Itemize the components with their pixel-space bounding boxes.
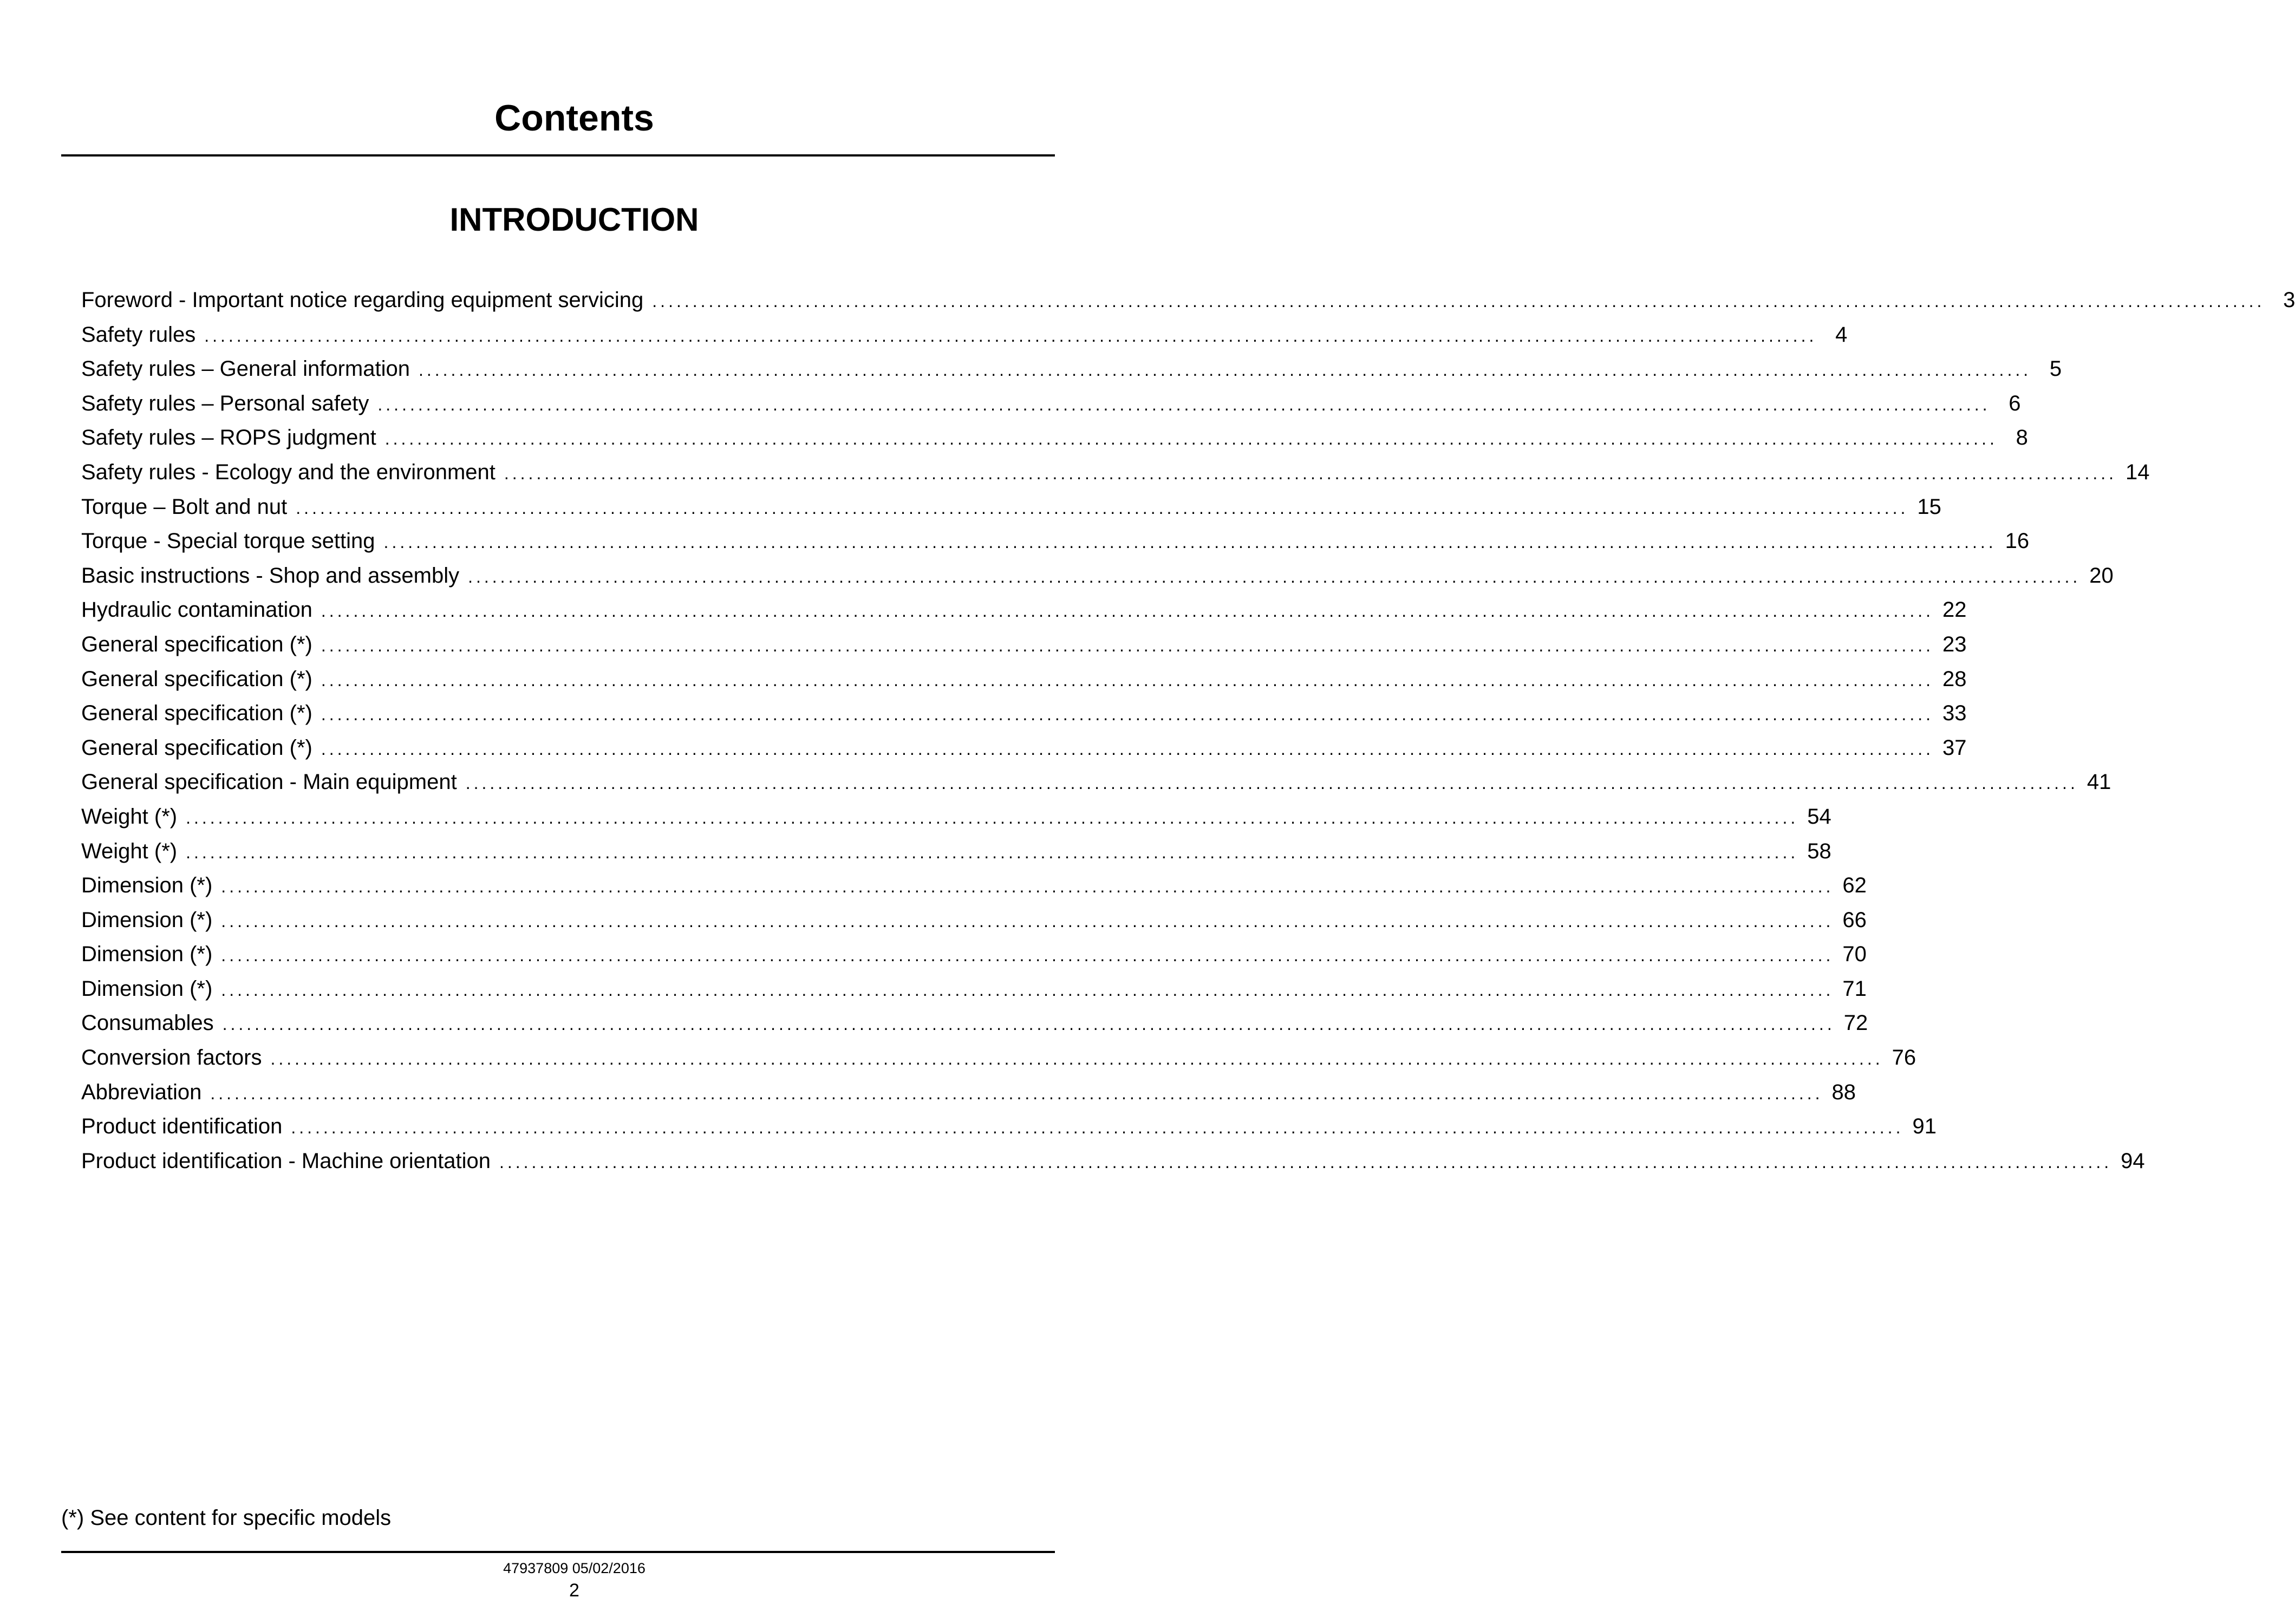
toc-entry-title: General specification (*) bbox=[81, 701, 312, 726]
toc-entry-title: Dimension (*) bbox=[81, 873, 213, 898]
toc-entry-title: Foreword - Important notice regarding equipment servicing bbox=[81, 288, 644, 312]
toc-entry-title: Safety rules – General information bbox=[81, 357, 410, 381]
toc-entry-page: 71 bbox=[1842, 976, 1867, 1001]
toc-dot-leader: ........................................................................................................................................................................................................ bbox=[418, 360, 2032, 380]
header-divider bbox=[61, 154, 1055, 156]
toc-entry-page: 62 bbox=[1842, 873, 1867, 898]
toc-dot-leader: ........................................................................................................................................................................................................ bbox=[377, 394, 1991, 414]
toc-dot-leader: ........................................................................................................................................................................................................ bbox=[321, 635, 1934, 655]
toc-entry-page: 37 bbox=[1942, 735, 1967, 760]
toc-dot-leader: ........................................................................................................................................................................................................ bbox=[468, 566, 2081, 586]
toc-dot-leader: ........................................................................................................................................................................................................ bbox=[383, 532, 1997, 552]
toc-entry-title: General specification (*) bbox=[81, 632, 312, 656]
page-title: Contents bbox=[494, 97, 654, 139]
toc-entry-page: 41 bbox=[2087, 770, 2111, 794]
toc-entry-page: 70 bbox=[1842, 942, 1867, 967]
toc-entry-page: 23 bbox=[1942, 632, 1967, 656]
section-title: INTRODUCTION bbox=[449, 201, 699, 238]
toc-entry-page: 72 bbox=[1843, 1011, 1868, 1035]
toc-entry[interactable] bbox=[81, 595, 1967, 629]
toc-dot-leader: ........................................................................................................................................................................................................ bbox=[270, 1049, 1883, 1069]
toc-entry[interactable] bbox=[81, 1111, 1937, 1146]
toc-entry-title: Dimension (*) bbox=[81, 942, 213, 967]
toc-entry[interactable] bbox=[81, 733, 1967, 767]
toc-entry-page: 58 bbox=[1807, 839, 1831, 863]
toc-entry-page: 15 bbox=[1917, 494, 1941, 519]
toc-entry-page: 94 bbox=[2121, 1149, 2145, 1173]
toc-entry[interactable] bbox=[81, 801, 1831, 836]
toc-entry[interactable] bbox=[81, 1008, 1868, 1042]
toc-entry[interactable] bbox=[81, 974, 1867, 1008]
toc-entry-title: Dimension (*) bbox=[81, 908, 213, 932]
toc-dot-leader: ........................................................................................................................................................................................................ bbox=[291, 1118, 1904, 1138]
toc-entry-title: Consumables bbox=[81, 1011, 214, 1035]
toc-entry[interactable] bbox=[81, 905, 1867, 940]
toc-entry[interactable] bbox=[81, 767, 2111, 801]
toc-entry-title: General specification (*) bbox=[81, 667, 312, 691]
toc-dot-leader: ........................................................................................................................................................................................................ bbox=[499, 1152, 2113, 1172]
toc-entry-page: 88 bbox=[1831, 1080, 1856, 1104]
toc-dot-leader: ........................................................................................................................................................................................................ bbox=[222, 1014, 1835, 1034]
toc-entry-page: 20 bbox=[2089, 563, 2114, 588]
toc-entry[interactable] bbox=[81, 285, 2295, 319]
toc-dot-leader: ........................................................................................................................................................................................................ bbox=[221, 980, 1834, 1000]
toc-entry-title: Abbreviation bbox=[81, 1080, 202, 1104]
toc-entry-page: 22 bbox=[1942, 598, 1967, 622]
toc-entry-title: Torque - Special torque setting bbox=[81, 529, 375, 553]
toc-entry[interactable] bbox=[81, 698, 1967, 733]
toc-entry[interactable] bbox=[81, 388, 2021, 423]
toc-entry[interactable] bbox=[81, 492, 1941, 526]
toc-entry[interactable] bbox=[81, 526, 2030, 560]
toc-entry-title: Product identification - Machine orientation bbox=[81, 1149, 491, 1173]
toc-entry-title: Conversion factors bbox=[81, 1046, 262, 1070]
toc-dot-leader: ........................................................................................................................................................................................................ bbox=[221, 945, 1834, 966]
toc-entry-title: Safety rules - Ecology and the environment bbox=[81, 460, 495, 484]
toc-entry[interactable] bbox=[81, 354, 2062, 388]
toc-dot-leader: ........................................................................................................................................................................................................ bbox=[210, 1083, 1823, 1103]
toc-dot-leader: ........................................................................................................................................................................................................ bbox=[321, 739, 1934, 759]
toc-dot-leader: ........................................................................................................................................................................................................ bbox=[321, 705, 1934, 725]
toc-dot-leader: ........................................................................................................................................................................................................ bbox=[186, 842, 1799, 862]
toc-entry-title: Basic instructions - Shop and assembly bbox=[81, 563, 460, 588]
toc-dot-leader: ........................................................................................................................................................................................................ bbox=[652, 291, 2265, 311]
toc-entry[interactable] bbox=[81, 870, 1867, 905]
toc-entry[interactable] bbox=[81, 664, 1967, 699]
table-of-contents bbox=[81, 285, 2295, 1180]
toc-entry-page: 76 bbox=[1892, 1046, 1916, 1070]
toc-entry[interactable] bbox=[81, 319, 1848, 354]
toc-entry-page: 33 bbox=[1942, 701, 1967, 726]
toc-entry-title: Weight (*) bbox=[81, 804, 178, 829]
toc-entry[interactable] bbox=[81, 1042, 1916, 1077]
toc-entry-page: 3 bbox=[2283, 288, 2295, 312]
toc-dot-leader: ........................................................................................................................................................................................................ bbox=[221, 911, 1834, 931]
toc-entry-page: 4 bbox=[1835, 322, 1848, 347]
toc-entry[interactable] bbox=[81, 939, 1867, 974]
toc-entry-title: Safety rules – ROPS judgment bbox=[81, 426, 376, 450]
toc-entry-page: 54 bbox=[1807, 804, 1831, 829]
toc-entry-page: 5 bbox=[2049, 357, 2062, 381]
toc-entry-title: Product identification bbox=[81, 1114, 283, 1139]
toc-dot-leader: ........................................................................................................................................................................................................ bbox=[186, 807, 1799, 827]
toc-dot-leader: ........................................................................................................................................................................................................ bbox=[296, 498, 1909, 518]
toc-dot-leader: ........................................................................................................................................................................................................ bbox=[465, 773, 2078, 793]
toc-entry-title: Dimension (*) bbox=[81, 976, 213, 1001]
toc-entry-page: 28 bbox=[1942, 667, 1967, 691]
toc-dot-leader: ........................................................................................................................................................................................................ bbox=[221, 877, 1834, 897]
toc-entry[interactable] bbox=[81, 836, 1831, 871]
toc-entry[interactable] bbox=[81, 457, 2150, 492]
toc-entry-title: Torque – Bolt and nut bbox=[81, 494, 288, 519]
toc-entry-page: 14 bbox=[2126, 460, 2150, 484]
document-id: 47937809 05/02/2016 bbox=[503, 1560, 646, 1576]
toc-entry-title: General specification (*) bbox=[81, 735, 312, 760]
toc-entry-page: 16 bbox=[2005, 529, 2030, 553]
toc-entry[interactable] bbox=[81, 1146, 2145, 1181]
toc-entry-title: General specification - Main equipment bbox=[81, 770, 457, 794]
toc-entry[interactable] bbox=[81, 422, 2028, 457]
toc-dot-leader: ........................................................................................................................................................................................................ bbox=[384, 429, 1998, 449]
toc-entry-title: Safety rules bbox=[81, 322, 196, 347]
toc-dot-leader: ........................................................................................................................................................................................................ bbox=[321, 670, 1934, 690]
page-number: 2 bbox=[569, 1580, 579, 1601]
toc-entry-title: Hydraulic contamination bbox=[81, 598, 312, 622]
toc-entry[interactable] bbox=[81, 1077, 1856, 1112]
toc-dot-leader: ........................................................................................................................................................................................................ bbox=[204, 325, 1817, 345]
toc-dot-leader: ........................................................................................................................................................................................................ bbox=[504, 463, 2117, 483]
toc-entry[interactable] bbox=[81, 629, 1967, 664]
toc-entry-title: Weight (*) bbox=[81, 839, 178, 863]
toc-entry[interactable] bbox=[81, 560, 2114, 595]
toc-entry-page: 66 bbox=[1842, 908, 1867, 932]
toc-entry-page: 91 bbox=[1912, 1114, 1937, 1139]
toc-entry-page: 6 bbox=[2009, 391, 2021, 415]
toc-dot-leader: ........................................................................................................................................................................................................ bbox=[321, 601, 1934, 621]
footnote: (*) See content for specific models bbox=[61, 1506, 392, 1530]
toc-entry-title: Safety rules – Personal safety bbox=[81, 391, 369, 415]
toc-entry-page: 8 bbox=[2016, 426, 2028, 450]
footer-divider bbox=[61, 1551, 1055, 1553]
